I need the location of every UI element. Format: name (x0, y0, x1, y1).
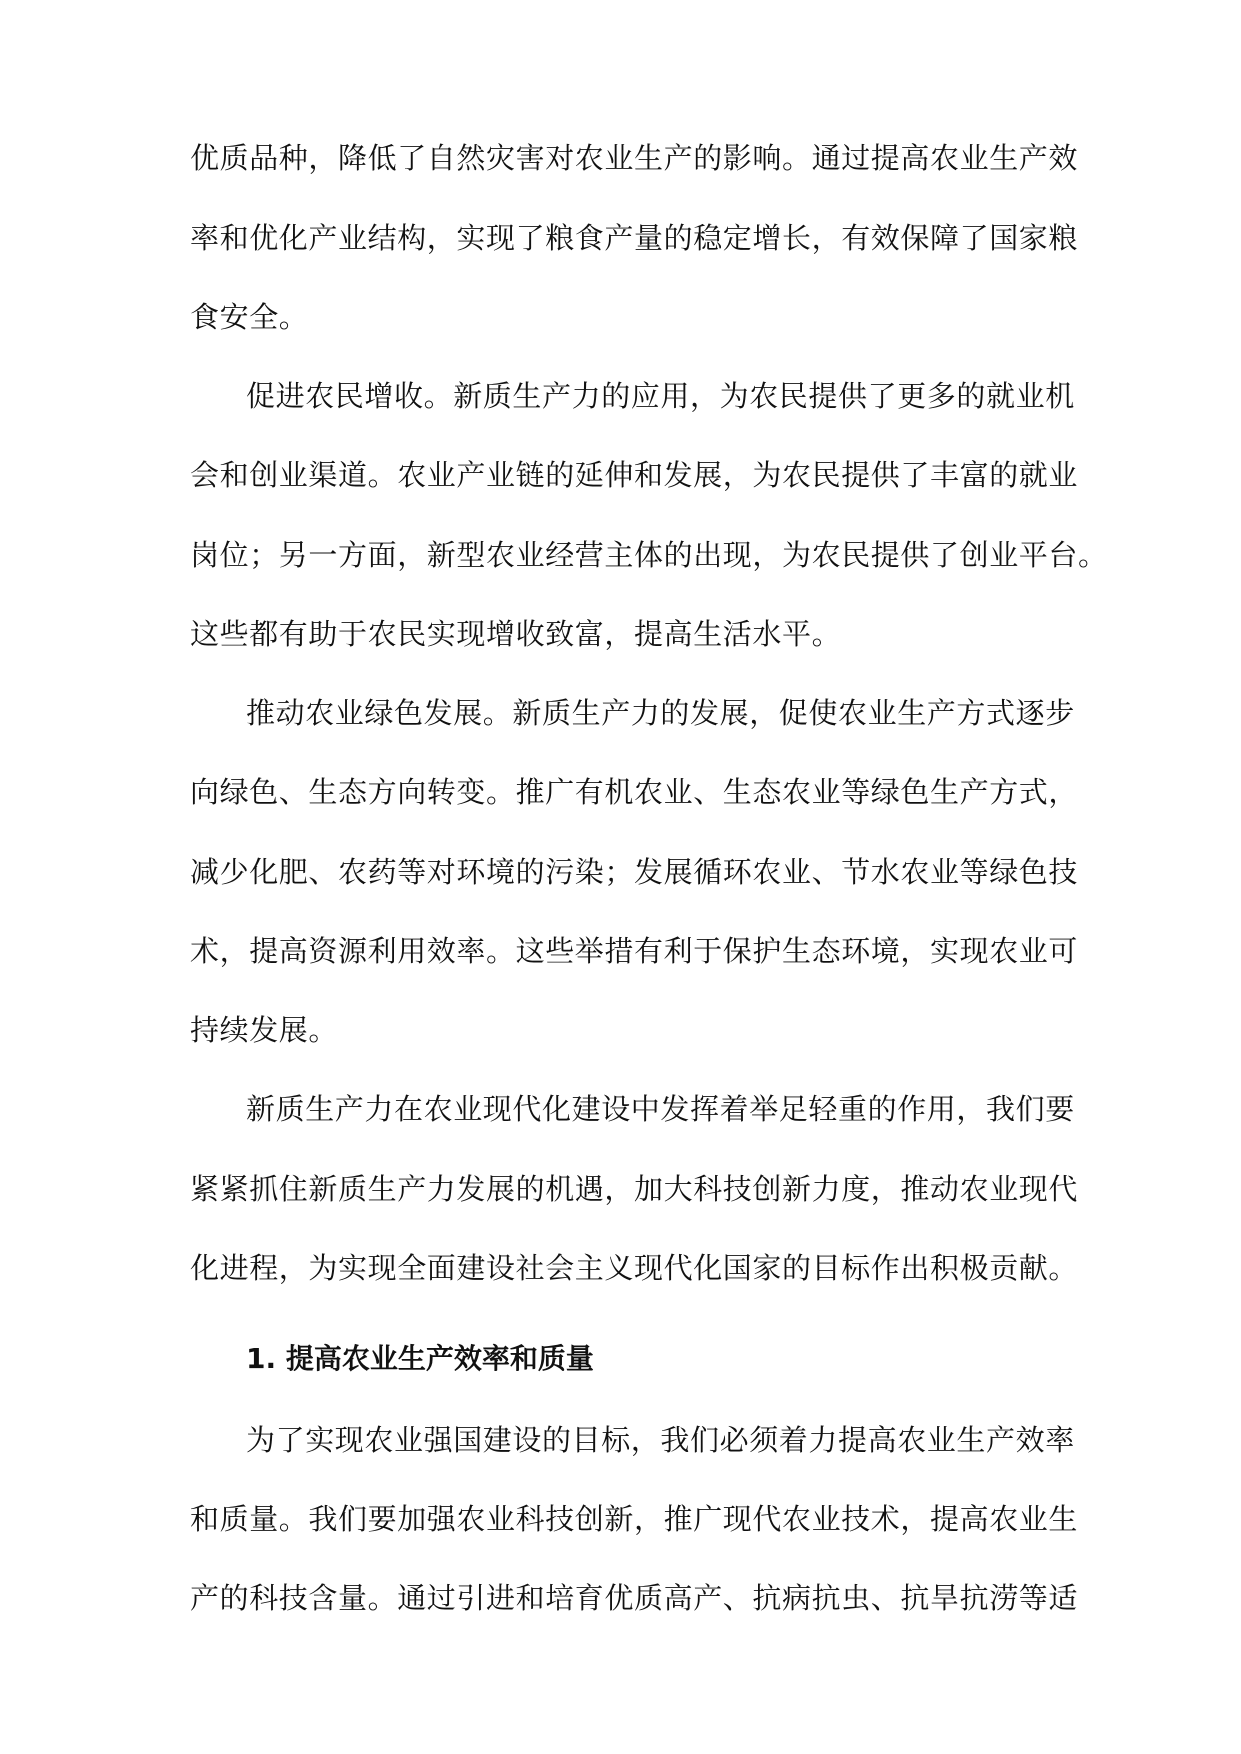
section-paragraph-line-1: 为了实现农业强国建设的目标，我们必须着力提高农业生产效率 (246, 1423, 1075, 1457)
section-paragraph-line-3: 产的科技含量。通过引进和培育优质高产、抗病抗虫、抗旱抗涝等适 (190, 1581, 1079, 1615)
section-paragraph-line-2: 和质量。我们要加强农业科技创新，推广现代农业技术，提高农业生 (190, 1502, 1079, 1536)
paragraph-2-line-1: 促进农民增收。新质生产力的应用，为农民提供了更多的就业机 (246, 379, 1075, 413)
paragraph-2-line-4: 这些都有助于农民实现增收致富，提高生活水平。 (190, 617, 842, 651)
paragraph-4-line-1: 新质生产力在农业现代化建设中发挥着举足轻重的作用，我们要 (246, 1092, 1075, 1126)
paragraph-4-line-3: 化进程，为实现全面建设社会主义现代化国家的目标作出积极贡献。 (190, 1251, 1079, 1285)
paragraph-1-line-3: 食安全。 (190, 300, 309, 334)
paragraph-4-line-2: 紧紧抓住新质生产力发展的机遇，加大科技创新力度，推动农业现代 (190, 1172, 1079, 1206)
paragraph-3-line-2: 向绿色、生态方向转变。推广有机农业、生态农业等绿色生产方式， (190, 775, 1079, 809)
paragraph-2-line-2: 会和创业渠道。农业产业链的延伸和发展，为农民提供了丰富的就业 (190, 458, 1079, 492)
paragraph-2-line-3: 岗位；另一方面，新型农业经营主体的出现，为农民提供了创业平台。 (190, 538, 1108, 572)
paragraph-1-line-2: 率和优化产业结构，实现了粮食产量的稳定增长，有效保障了国家粮 (190, 221, 1079, 255)
paragraph-3-line-4: 术，提高资源利用效率。这些举措有利于保护生态环境，实现农业可 (190, 934, 1079, 968)
paragraph-3-line-5: 持续发展。 (190, 1013, 339, 1047)
paragraph-1-line-1: 优质品种，降低了自然灾害对农业生产的影响。通过提高农业生产效 (190, 141, 1079, 175)
paragraph-3-line-3: 减少化肥、农药等对环境的污染；发展循环农业、节水农业等绿色技 (190, 855, 1079, 889)
paragraph-3-line-1: 推动农业绿色发展。新质生产力的发展，促使农业生产方式逐步 (246, 696, 1075, 730)
section-heading: 1. 提高农业生产效率和质量 (246, 1342, 594, 1375)
